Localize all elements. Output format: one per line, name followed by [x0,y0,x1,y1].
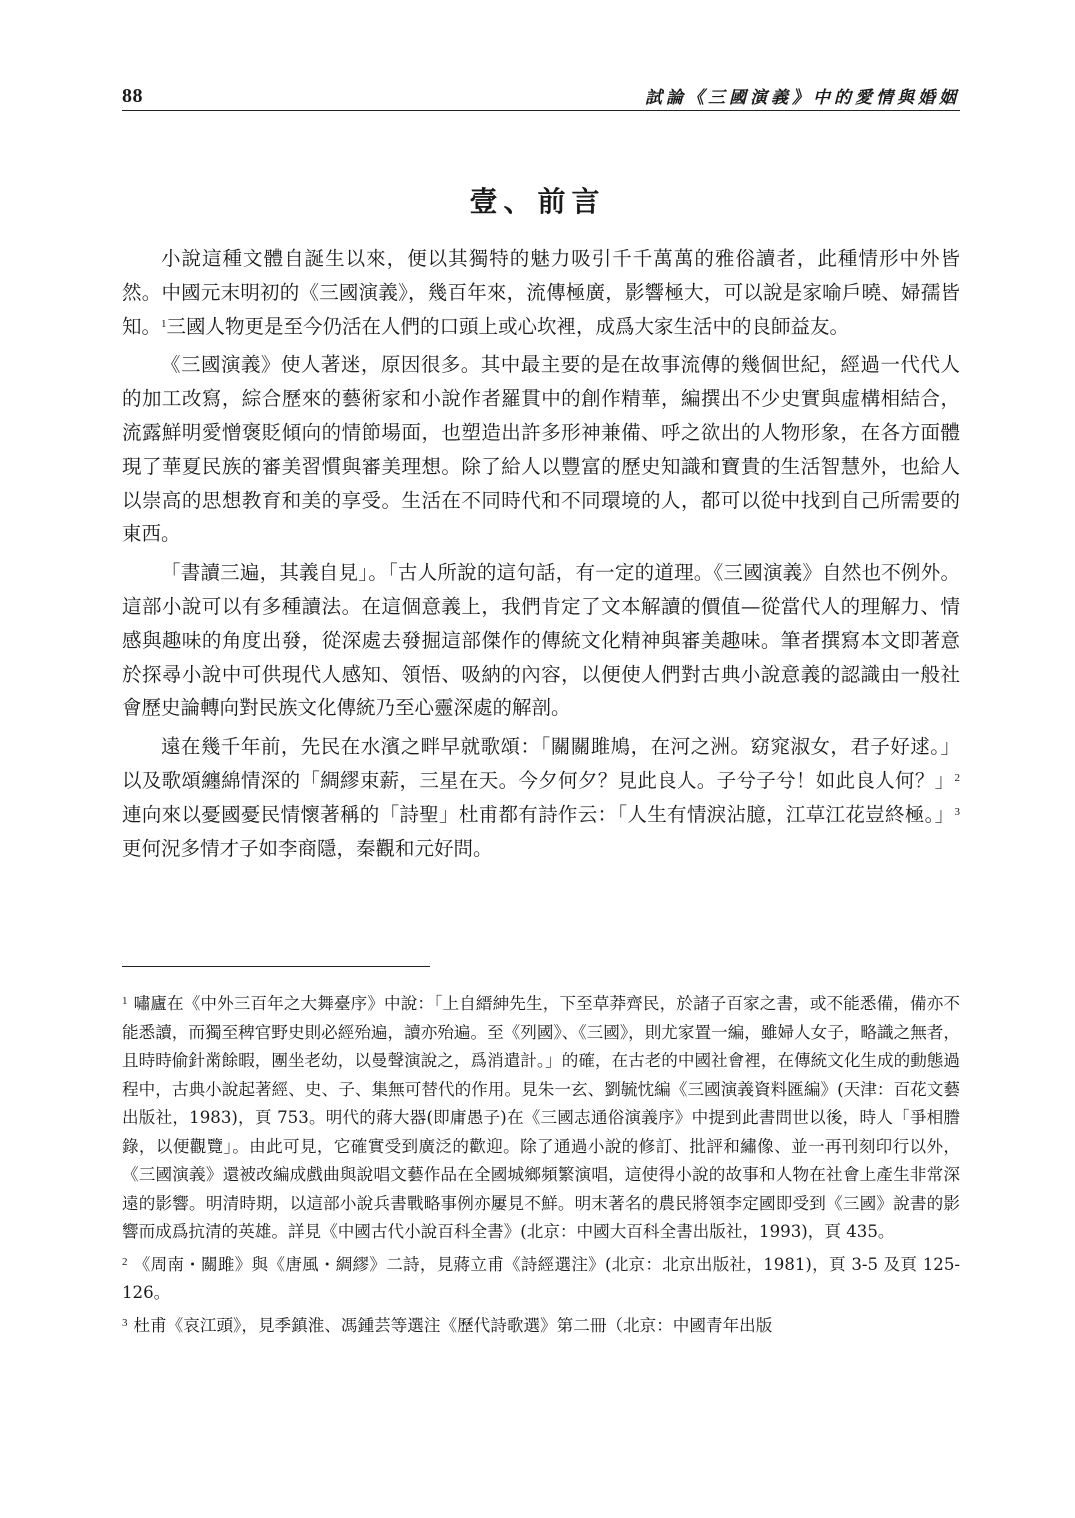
footnote-text: 《周南・關雎》與《唐風・綢繆》二詩，見蔣立甫《詩經選注》(北京：北京出版社，1981)，頁 3-5 及頁 125-126。 [122,1254,960,1302]
paragraph-1-text: 小說這種文體自誕生以來，便以其獨特的魅力吸引千千萬萬的雅俗讀者，此種情形中外皆然。中國元末明初的《三國演義》，幾百年來，流傳極廣，影響極大，可以說是家喻戶曉、婦孺皆知。 [122,247,960,338]
paragraph-4 [122,730,960,865]
page-number: 88 [122,85,143,107]
footnotes [122,990,960,1340]
paragraph-1 [122,242,960,343]
footnote-ref-2: 2 [954,771,960,784]
footnote-text: 嘯廬在《中外三百年之大舞臺序》中說：「上自縉紳先生，下至草莽齊民，於諸子百家之書，或不能悉備，備亦不能悉讀，而獨至稗官野史則必經殆遍，讀亦殆遍。至《列國》、《三國》，則尤家置一編，雖婦人女子，略識之無者，且時時偷針黹餘暇，團坐老幼，以曼聲演說之，爲消遣計。」的確，在古老的中國社會裡，在傳統文化生成的動態過程中，古典小說起著經、史、子、集無可替代的作用。見朱一玄、劉毓忱編《三國演義資料匯編》(天津：百花文藝出版社，1983)，頁 753。明代的蔣大器(即庸愚子)在《三國志通俗演義序》中提到此書問世以後，時人「爭相謄錄，以便觀覽」。由此可見，它確實受到廣泛的歡迎。除了通過小說的修訂、批評和繡像、並一再刊刻印行以外，《三國演義》還被改編成戲曲與說唱文藝作品在全國城鄉頻繁演唱，這使得小說的故事和人物在社會上產生非常深遠的影響。明清時期，以這部小說兵書戰略事例亦屢見不鮮。明末著名的農民將領李定國即受到《三國》說書的影響而成爲抗清的英雄。詳見《中國古代小說百科全書》(北京：中國大百科全書出版社，1993)，頁 435。 [122,994,960,1241]
section-title: 壹、前言 [469,185,606,218]
page-header [122,74,960,108]
footnote-number: 3 [122,1316,128,1329]
footnote-text: 杜甫《哀江頭》，見季鎮淮、馮鍾芸等選注《歷代詩歌選》第二冊（北京：中國青年出版 [133,1315,773,1335]
body-text [122,242,960,865]
footnote-number: 2 [122,1255,128,1268]
footnote-2 [122,1251,960,1308]
paragraph-3-text: 「書讀三遍，其義自見」。「古人所說的這句話，有一定的道理。《三國演義》自然也不例外。這部小說可以有多種讀法。在這個意義上，我們肯定了文本解讀的價值—從當代人的理解力、情感與趣味的角度出發，從深處去發掘這部傑作的傳統文化精神與審美趣味。筆者撰寫本文即著意於探尋小說中可供現代人感知、領悟、吸納的內容，以便使人們對古典小說意義的認識由一般社會歷史論轉向對民族文化傳統乃至心靈深處的解剖。 [122,561,960,720]
paragraph-4-text-cont: 連向來以憂國憂民情懷著稱的「詩聖」杜甫都有詩作云：「人生有情淚沾臆，江草江花豈終極。」 [122,802,955,826]
running-title: 試論《三國演義》中的愛情與婚姻 [645,88,960,108]
header-rule [122,110,960,111]
paragraph-3 [122,556,960,725]
footnote-rule [122,966,430,967]
footnote-number: 1 [122,995,128,1007]
footnote-3 [122,1312,960,1341]
paragraph-4-text-end: 更何況多情才子如李商隱，秦觀和元好問。 [122,836,493,860]
paragraph-2 [122,348,960,551]
paragraph-1-text-cont: 三國人物更是至今仍活在人們的口頭上或心坎裡，成爲大家生活中的良師益友。 [166,314,850,338]
footnote-ref-1: 1 [161,317,167,330]
footnote-ref-3: 3 [954,805,960,818]
paragraph-4-text: 遠在幾千年前，先民在水濱之畔早就歌頌：「關關雎鳩，在河之洲。窈窕淑女，君子好逑。」以及歌頌纏綿情深的「綢繆束薪，三星在天。今夕何夕？見此良人。子兮子兮！如此良人何？」 [122,735,960,792]
paragraph-2-text: 《三國演義》使人著迷，原因很多。其中最主要的是在故事流傳的幾個世紀，經過一代代人的加工改寫，綜合歷來的藝術家和小說作者羅貫中的創作精華，編撰出不少史實與虛構相結合，流露鮮明愛憎褒貶傾向的情節場面，也塑造出許多形神兼備、呼之欲出的人物形象，在各方面體現了華夏民族的審美習慣與審美理想。除了給人以豐富的歷史知識和寶貴的生活智慧外，也給人以崇高的思想教育和美的享受。生活在不同時代和不同環境的人，都可以從中找到自己所需要的東西。 [122,353,960,546]
footnote-1 [122,990,960,1247]
